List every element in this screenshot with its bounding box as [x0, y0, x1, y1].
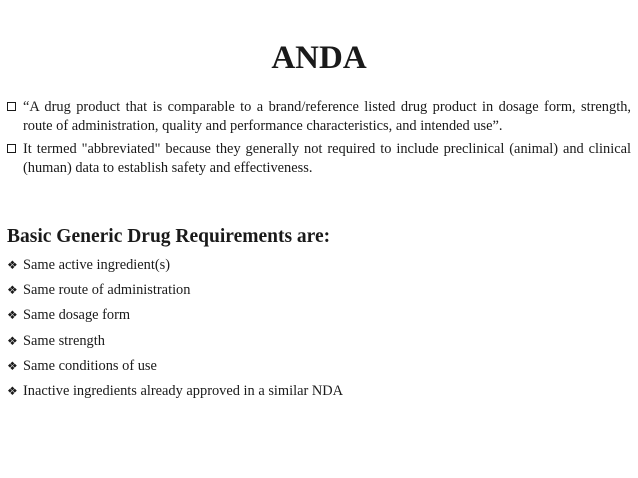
- diamond-bullet-icon: ❖: [7, 283, 18, 298]
- requirement-text: Same route of administration: [23, 282, 191, 299]
- slide-title: ANDA: [271, 40, 367, 76]
- requirement-text: Same active ingredient(s): [23, 257, 171, 273]
- intro-item: [7, 98, 631, 136]
- intro-item-text: It termed "abbreviated" because they generally not required to include preclinical (animal) and clinical (human) data to establish safety and effectiveness.: [23, 141, 631, 176]
- requirement-item: [7, 382, 343, 407]
- requirement-item: [7, 256, 343, 281]
- requirement-text: Same dosage form: [23, 307, 131, 324]
- requirement-item: [7, 281, 343, 306]
- requirement-text: Inactive ingredients already approved in a similar NDA: [23, 382, 344, 399]
- requirements-list: [7, 256, 343, 407]
- diamond-bullet-icon: ❖: [7, 358, 18, 373]
- intro-item-text: “A drug product that is comparable to a brand/reference listed drug product in dosage form, strength, route of administration, quality and performance characteristics, and intended use”.: [23, 99, 631, 134]
- intro-list: [7, 98, 631, 182]
- requirement-text: Same conditions of use: [23, 357, 157, 374]
- requirement-text: Same strength: [23, 332, 105, 349]
- intro-item: [7, 140, 631, 178]
- requirement-item: [7, 306, 343, 331]
- diamond-bullet-icon: ❖: [7, 308, 18, 323]
- diamond-bullet-icon: ❖: [7, 258, 18, 272]
- hollow-square-bullet-icon: [7, 144, 16, 153]
- requirements-heading: Basic Generic Drug Requirements are:: [7, 226, 331, 247]
- hollow-square-bullet-icon: [7, 102, 16, 111]
- diamond-bullet-icon: ❖: [7, 333, 18, 348]
- requirement-item: [7, 357, 343, 382]
- diamond-bullet-icon: ❖: [7, 383, 18, 398]
- requirement-item: [7, 332, 343, 357]
